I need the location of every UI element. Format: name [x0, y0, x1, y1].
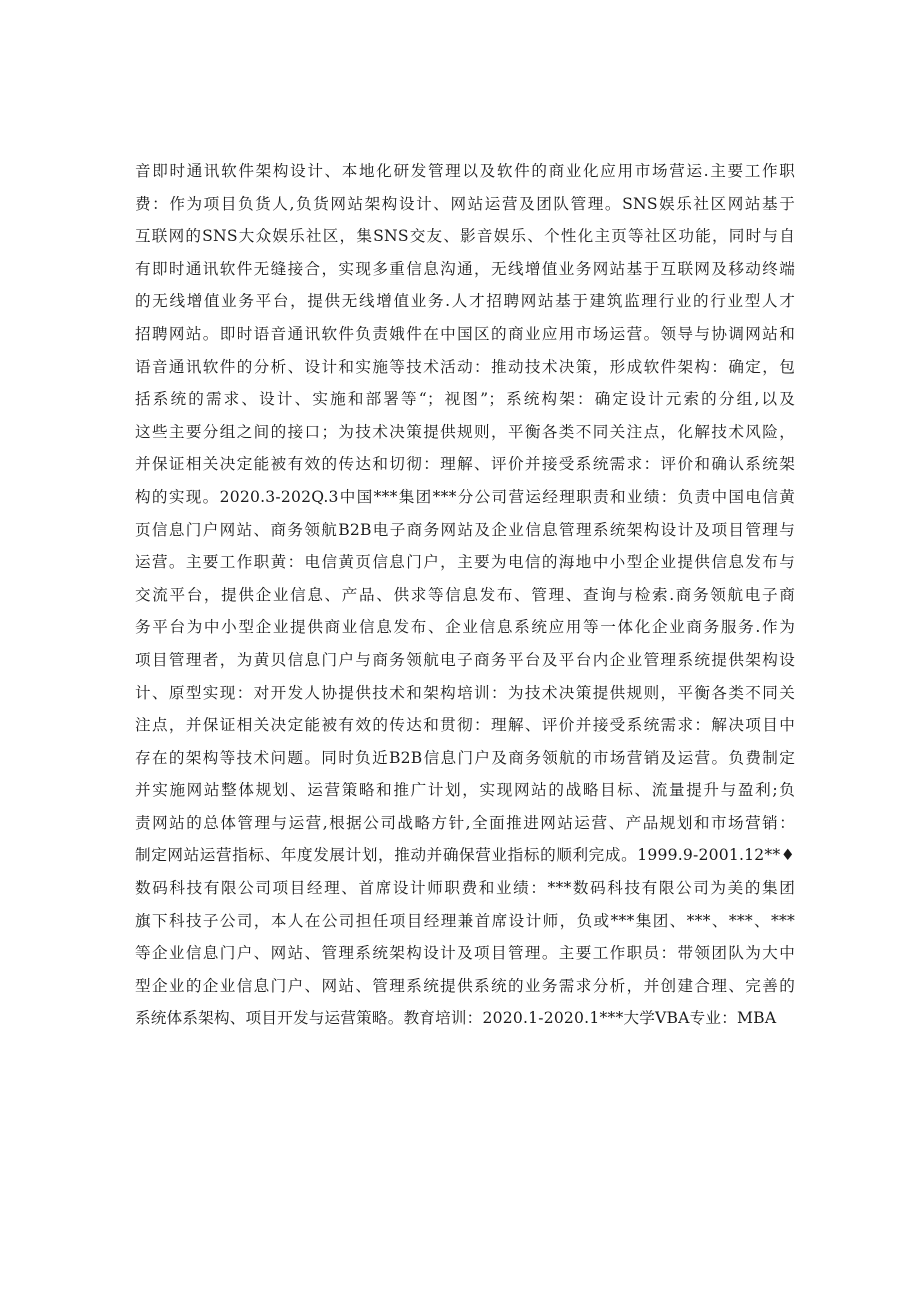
- text-line: 存在的架构等技术问题。同时负近B2B信息门户及商务领航的市场营销及运营。负费制定: [135, 748, 795, 767]
- text-line: 数码科技有限公司项目经理、首席设计师职费和业绩：***数码科技有限公司为美的集团: [135, 879, 795, 898]
- text-line: 注点，并保证相关决定能被有效的传达和贯彻：理解、评价并接受系统需求：解决项目中: [135, 716, 795, 735]
- text-line: 音即时通讯软件架构设计、本地化研发管理以及软件的商业化应用市场营运.主要工作职: [135, 162, 795, 180]
- text-line: 项目管理者，为黄贝信息门户与商务领航电子商务平台及平台内企业管理系统提供架构设: [135, 650, 795, 669]
- text-line: 页信息门户网站、商务领航B2B电子商务网站及企业信息管理系统架构设计及项目管理与: [135, 520, 795, 539]
- text-line: 务平台为中小型企业提供商业信息发布、企业信息系统应用等一体化企业商务服务.作为: [135, 618, 795, 637]
- text-line: 制定网站运营指标、年度发展计划，推动并确保营业指标的顺利完成。1999.9-2001.12**♦: [135, 846, 795, 865]
- text-line: 构的实现。2020.3-202Q.3中国***集团***分公司营运经理职责和业绩：负责中国电信黄: [135, 487, 795, 506]
- text-line: 费：作为项目负货人,负货网站架构设计、网站运营及团队管理。SNS娱乐社区网站基于: [135, 194, 795, 213]
- text-line: 运营。主要工作职黄：电信黄页信息门户，主要为电信的海地中小型企业提供信息发布与: [135, 553, 795, 572]
- text-line: 责网站的总体管理与运营,根据公司战略方针,全面推进网站运营、产品规划和市场营销：: [135, 813, 795, 832]
- text-line: 型企业的企业信息门户、网站、管理系统提供系统的业务需求分析，并创建合理、完善的: [135, 976, 795, 995]
- text-line: 并保证相关决定能被有效的传达和切彻：理解、评价并接受系统需求：评价和确认系统架: [135, 455, 795, 474]
- text-line: 等企业信息门户、网站、管理系统架构设计及项目管理。主要工作职员：带领团队为大中: [135, 944, 795, 963]
- body-paragraph: [135, 155, 795, 1035]
- text-line: 招聘网站。即时语音通讯软件负责娥件在中国区的商业应用市场运营。领导与协调网站和: [135, 324, 795, 343]
- text-line: 有即时通讯软件无缝接合，实现多重信息沟通，无线增值业务网站基于互联网及移动终端: [135, 259, 795, 278]
- text-line: 交流平台，提供企业信息、产品、供求等信息发布、管理、查询与检索.商务领航电子商: [135, 585, 795, 604]
- text-line: 计、原型实现：对开发人协提供技术和架构培训：为技术决策提供规则，平衡各类不同关: [135, 683, 795, 702]
- text-line: 并实施网站整体规划、运营策略和推广计划，实现网站的战略目标、流量提升与盈利;负: [135, 781, 795, 800]
- text-line: 的无线增值业务平台，提供无线增值业务.人才招聘网站基于建筑监理行业的行业型人才: [135, 292, 795, 311]
- text-line: 旗下科技子公司，本人在公司担任项目经理兼首席设计师，负或***集团、***、***、***: [135, 911, 795, 930]
- text-line: 互联网的SNS大众娱乐社区，集SNS交友、影音娱乐、个性化主页等社区功能，同时与自: [135, 227, 795, 246]
- text-line: 系统体系架构、项目开发与运营策略。教育培训：2020.1-2020.1***大学VBA专业：MBA: [135, 1009, 777, 1028]
- text-line: 括系统的需求、设计、实施和部署等“；视图”；系统构架：确定设计元索的分组,以及: [135, 390, 795, 409]
- text-line: 语音通讯软件的分析、设计和实施等技术活动：推动技术决策，形成软件架构：确定，包: [135, 357, 795, 376]
- text-line: 这些主要分组之间的接口；为技术决策提供规则，平衡各类不同关注点，化解技术风险，: [135, 422, 795, 441]
